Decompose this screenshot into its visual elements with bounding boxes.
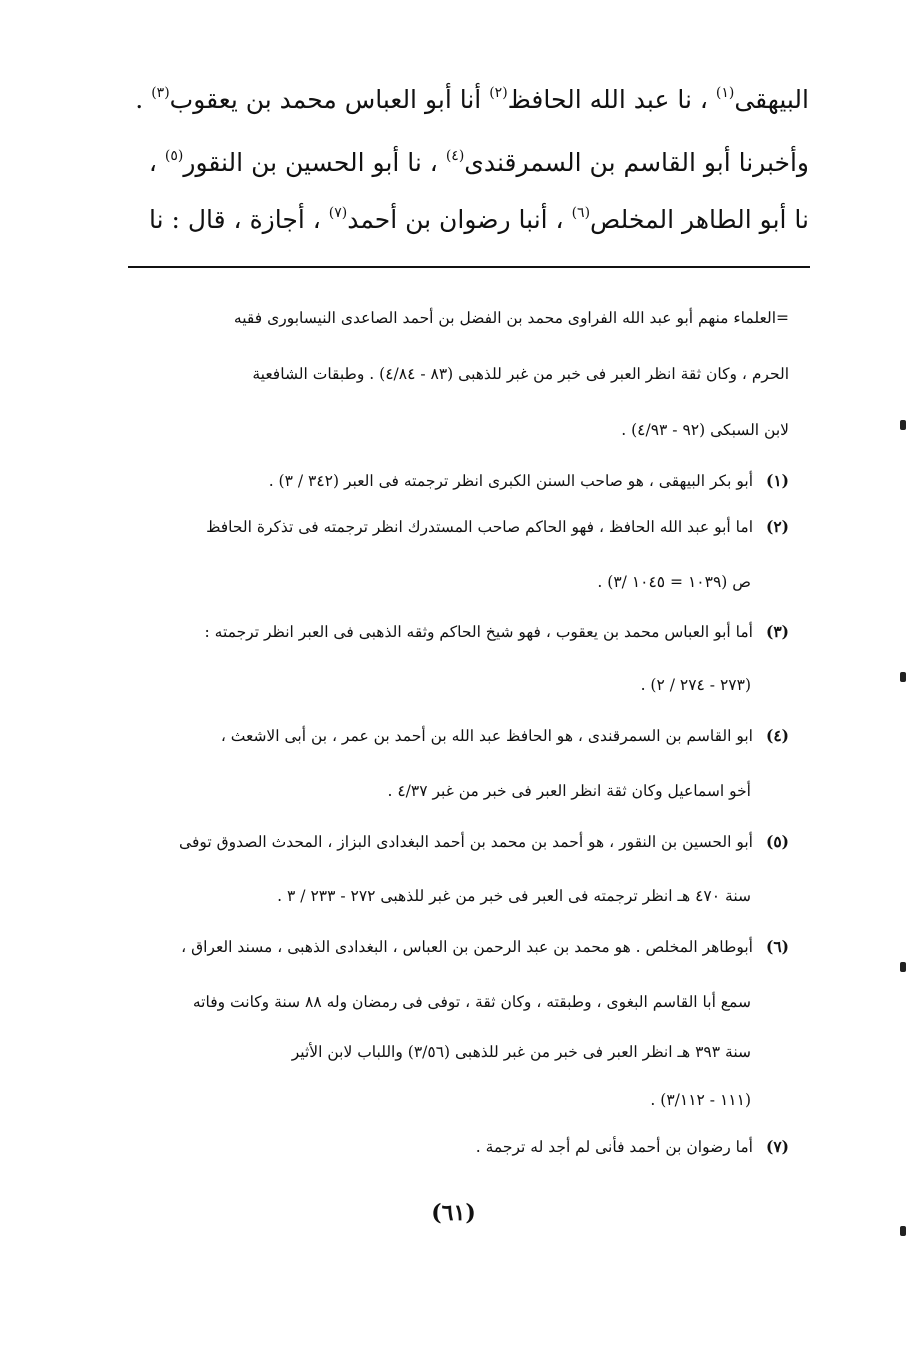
footnote-line: [117, 1135, 789, 1159]
text-run: ،: [148, 148, 165, 177]
footnote-text: أبو بكر البيهقى ، هو صاحب السنن الكبرى انظر ترجمته فى العبر (٣٤٢ / ٣) .: [268, 472, 753, 490]
footnote-text: (٢٧٣ - ٢٧٤ / ٢) .: [640, 676, 751, 694]
main-text-line: [129, 80, 809, 124]
footnote-marker: (٤): [445, 148, 465, 164]
text-run: ، نا عبد الله الحافظ: [507, 85, 716, 114]
text-run: وأخبرنا أبو القاسم بن السمرقندى: [464, 148, 809, 177]
margin-speck: [900, 1226, 906, 1236]
footnote-text: أما رضوان بن أحمد فأنى لم أجد له ترجمة .: [475, 1138, 753, 1156]
text-run: ، أنبا رضوان بن أحمد: [347, 205, 572, 234]
footnote-text: أبوطاهر المخلص . هو محمد بن عبد الرحمن بن العباس ، البغدادى الذهبى ، مسند العراق ،: [181, 938, 753, 956]
footnote-text: سنة ٤٧٠ هـ انظر ترجمته فى العبر فى خبر من غبر للذهبى ٢٧٢ - ٢٣٣ / ٣ .: [277, 887, 751, 905]
footnote-number: (١): [765, 471, 789, 490]
footnote-line: [155, 570, 751, 594]
margin-speck: [900, 672, 906, 682]
footnote-text: أما أبو العباس محمد بن يعقوب ، فهو شيخ الحاكم وثقه الذهبى فى العبر انظر ترجمته :: [204, 623, 753, 641]
margin-speck: [900, 420, 906, 430]
footnote-marker: (٦): [571, 205, 591, 221]
text-run: ، نا أبو الحسين بن النقور: [183, 148, 446, 177]
footnote-marker: (٢): [489, 85, 508, 101]
footnote-text: ص (١٠٣٩ = ١٠٤٥ /٣) .: [597, 573, 751, 591]
footnote-line: [117, 935, 789, 959]
footnote-line: [117, 362, 789, 386]
footnote-text: اما أبو عبد الله الحافظ ، فهو الحاكم صاحب المستدرك انظر ترجمته فى تذكرة الحافظ: [206, 518, 753, 536]
footnote-number: (٣): [765, 622, 789, 641]
footnote-text: أبو الحسين بن النقور ، هو أحمد بن محمد بن أحمد البغدادى البزاز ، المحدث الصدوق توفى: [179, 833, 753, 851]
main-text-line: [129, 200, 809, 244]
footnote-line: [117, 515, 789, 539]
footnote-text: (١١١ - ٣/١١٢) .: [650, 1091, 751, 1109]
footnote-line: [117, 620, 789, 644]
footnote-line: [117, 306, 789, 330]
footnote-text: الحرم ، وكان ثقة انظر العبر فى خبر من غبر للذهبى (٨٣ - ٤/٨٤) . وطبقات الشافعية: [252, 365, 789, 383]
text-run: البيهقى: [734, 85, 809, 114]
footnote-text: أخو اسماعيل وكان ثقة انظر العبر فى خبر من غبر ٤/٣٧ .: [387, 782, 751, 800]
footnote-number: (٧): [765, 1137, 789, 1156]
main-text-line: [129, 143, 809, 187]
footnote-line: [155, 779, 751, 803]
text-run: .: [135, 85, 152, 114]
text-run: نا أبو الطاهر المخلص: [590, 205, 809, 234]
footnote-marker: (٧): [328, 205, 348, 221]
footnote-line: [155, 884, 751, 908]
footnote-text: =العلماء منهم أبو عبد الله الفراوى محمد بن الفضل بن أحمد الصاعدى النيسابورى فقيه: [233, 309, 789, 327]
footnote-line: [155, 990, 751, 1014]
footnote-number: (٥): [765, 832, 789, 851]
footnote-line: [117, 418, 789, 442]
footnote-line: [155, 1040, 751, 1064]
page-number: (٦١): [431, 1200, 476, 1226]
footnote-number: (٢): [765, 517, 789, 536]
footnote-line: [117, 469, 789, 493]
footnote-number: (٤): [765, 726, 789, 745]
footnote-text: ابو القاسم بن السمرقندى ، هو الحافظ عبد الله بن أحمد بن عمر ، بن أبى الاشعث ،: [220, 727, 753, 745]
footnote-line: [155, 1088, 751, 1112]
footnote-separator: [128, 266, 810, 268]
footnote-marker: (١): [715, 85, 735, 101]
footnote-line: [117, 724, 789, 748]
text-run: أنا أبو العباس محمد بن يعقوب: [169, 85, 490, 114]
footnote-line: [117, 830, 789, 854]
footnote-text: لابن السبكى (٩٢ - ٤/٩٣) .: [621, 421, 789, 439]
text-run: ، أجازة ، قال : نا: [148, 205, 329, 234]
footnote-text: سنة ٣٩٣ هـ انظر العبر فى خبر من غبر للذهبى (٣/٥٦) واللباب لابن الأثير: [291, 1043, 751, 1061]
footnote-marker: (٥): [164, 148, 184, 164]
footnote-number: (٦): [765, 937, 789, 956]
footnote-line: [155, 673, 751, 697]
footnote-marker: (٣): [151, 85, 170, 101]
footnote-text: سمع أبا القاسم البغوى ، وطبقته ، وكان ثقة ، توفى فى رمضان وله ٨٨ سنة وكانت وفاته: [192, 993, 751, 1011]
margin-speck: [900, 962, 906, 972]
